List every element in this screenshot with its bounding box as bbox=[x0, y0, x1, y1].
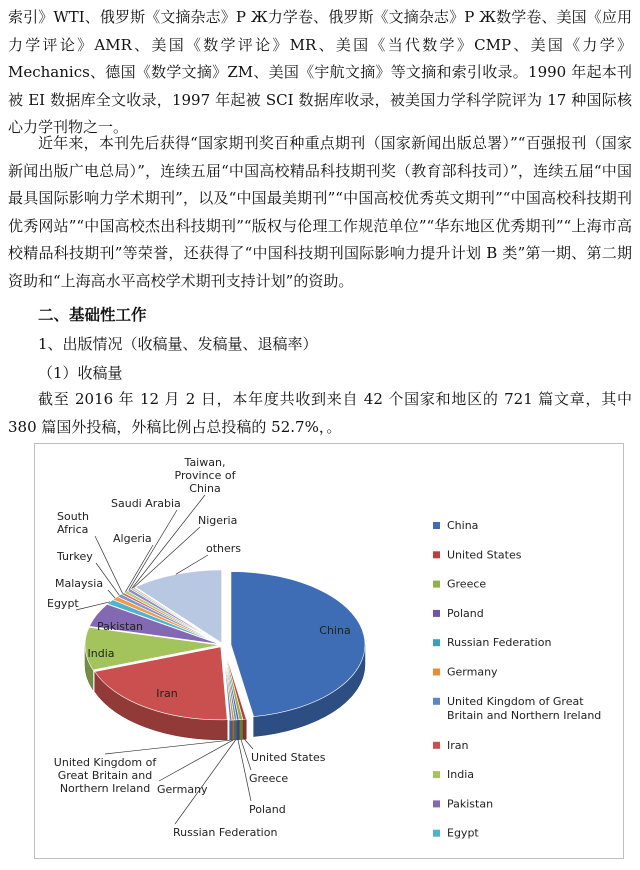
legend-label: China bbox=[447, 519, 479, 532]
pie-slice-side-germany bbox=[232, 720, 234, 740]
slice-label-others: others bbox=[206, 542, 242, 555]
legend-item-iran bbox=[433, 739, 469, 752]
legend-label: Russian Federation bbox=[447, 636, 552, 650]
legend-label: India bbox=[447, 768, 474, 782]
section-heading: 二、基础性工作 bbox=[38, 306, 147, 324]
legend-label: United States bbox=[447, 548, 522, 562]
legend-item-pakistan bbox=[433, 797, 493, 810]
legend-item-russian-federation bbox=[433, 636, 551, 649]
legend-label: Pakistan bbox=[447, 797, 494, 811]
paragraph-indexing: 索引》WTI、俄罗斯《文摘杂志》Р Ж力学卷、俄罗斯《文摘杂志》Р Ж数学卷、美国《应用力学评论》AMR、美国《数学评论》MR、美国《当代数学》CMP、美国《力学》Mechanics、德国《数学文摘》ZM、美国《宇航文摘》等文摘和索引收录。1990 年起本刊被 EI 数据库全文收录，1997 年起被 SCI 数据库收录，被美国力学科学院评为 17 种国际核心力学刊物之一。 bbox=[8, 8, 632, 136]
paragraph-submission-stats: 截至 2016 年 12 月 2 日，本年度共收到来自 42 个国家和地区的 721 篇文章，其中 380 篇国外投稿，外稿比例占总投稿的 52.7%，。 bbox=[8, 390, 632, 436]
legend-swatch bbox=[433, 581, 440, 588]
slice-label-iran: Iran bbox=[156, 687, 178, 700]
legend-item-germany bbox=[433, 666, 498, 679]
pie-slice-side-russian-federation bbox=[234, 720, 236, 740]
slice-label-china: China bbox=[319, 624, 351, 637]
legend-swatch bbox=[433, 669, 440, 676]
legend-item-greece bbox=[433, 578, 486, 591]
legend-swatch bbox=[433, 771, 440, 778]
pie-slice-side-greece bbox=[239, 719, 242, 739]
legend-item-united-states bbox=[433, 548, 522, 561]
legend-swatch bbox=[433, 830, 440, 837]
legend-swatch bbox=[433, 522, 440, 529]
slice-label-pakistan: Pakistan bbox=[96, 620, 144, 633]
leader-line-russian-federation bbox=[175, 740, 236, 824]
legend-swatch bbox=[433, 698, 440, 705]
pie-slice-side-united-kingdom-of-great-britain-and-northern-ireland bbox=[230, 720, 232, 740]
slice-label-united-states: United States bbox=[251, 751, 326, 764]
legend-item-india bbox=[433, 768, 474, 781]
legend-item-egypt bbox=[433, 827, 479, 840]
slice-label-poland: Poland bbox=[249, 803, 286, 816]
legend-swatch bbox=[433, 551, 440, 558]
slice-label-nigeria: Nigeria bbox=[198, 514, 238, 527]
slice-label-egypt: Egypt bbox=[47, 597, 79, 610]
slice-label-south-africa: South Africa bbox=[57, 510, 89, 536]
slice-label-united-kingdom-of-great-britain-and-northern-ireland: United Kingdom of Great Britain and Northern Ireland bbox=[53, 756, 157, 795]
pie-chart bbox=[35, 444, 623, 858]
slice-label-turkey: Turkey bbox=[57, 550, 93, 563]
legend-swatch bbox=[433, 800, 440, 807]
legend-label: United Kingdom of Great Britain and Northern Ireland bbox=[447, 694, 602, 722]
legend-label: Egypt bbox=[447, 826, 479, 840]
slice-label-saudi-arabia: Saudi Arabia bbox=[111, 497, 181, 510]
leader-line-united-states bbox=[245, 739, 253, 749]
pie-slice-side-poland bbox=[237, 720, 239, 740]
legend-item-poland bbox=[433, 607, 484, 620]
leader-line-greece bbox=[241, 740, 251, 770]
subsection-submissions: （1）收稿量 bbox=[38, 364, 123, 382]
subsection-publication: 1、出版情况（收稿量、发稿量、退稿率） bbox=[38, 335, 318, 353]
legend-item-united-kingdom-of-great-britain-and-northern-ireland bbox=[433, 695, 601, 722]
legend-label: Greece bbox=[447, 577, 487, 591]
pie-slice-side-united-states bbox=[243, 719, 246, 739]
slice-label-malaysia: Malaysia bbox=[55, 577, 104, 590]
legend-swatch bbox=[433, 610, 440, 617]
slice-label-germany: Germany bbox=[157, 783, 208, 796]
slice-label-algeria: Algeria bbox=[113, 532, 152, 545]
legend-item-china bbox=[433, 519, 478, 532]
paragraph-honors: 近年来，本刊先后获得“国家期刊奖百种重点期刊（国家新闻出版总署）”“百强报刊（国家新闻出版广电总局）”，连续五届“中国高校精品科技期刊奖（教育部科技司）”，连续五届“中国最具国际影响力学术期刊”，以及“中国最美期刊”“中国高校优秀英文期刊”“中国高校科技期刊优秀网站”“中国高校杰出科技期刊”“版权与伦理工作规范单位”“华东地区优秀期刊”“上海市高校精品科技期刊”等荣誉，还获得了“中国科技期刊国际影响力提升计划 B 类”第一期、第二期资助和“上海高水平高校学术期刊支持计划”的资助。 bbox=[8, 134, 632, 290]
leader-line-germany bbox=[159, 740, 233, 781]
legend-swatch bbox=[433, 742, 440, 749]
leader-line-malaysia bbox=[108, 590, 115, 598]
slice-label-taiwan-province-of-china: Taiwan, Province of China bbox=[174, 456, 236, 495]
slice-label-greece: Greece bbox=[249, 772, 289, 785]
legend-label: Poland bbox=[447, 606, 484, 620]
legend-label: Germany bbox=[447, 665, 498, 679]
slice-label-russian-federation: Russian Federation bbox=[173, 826, 278, 839]
pie-chart-frame bbox=[34, 443, 624, 859]
slice-label-india: India bbox=[87, 647, 115, 660]
legend-swatch bbox=[433, 639, 440, 646]
leader-line-poland bbox=[238, 740, 251, 801]
legend-label: Iran bbox=[447, 738, 469, 752]
